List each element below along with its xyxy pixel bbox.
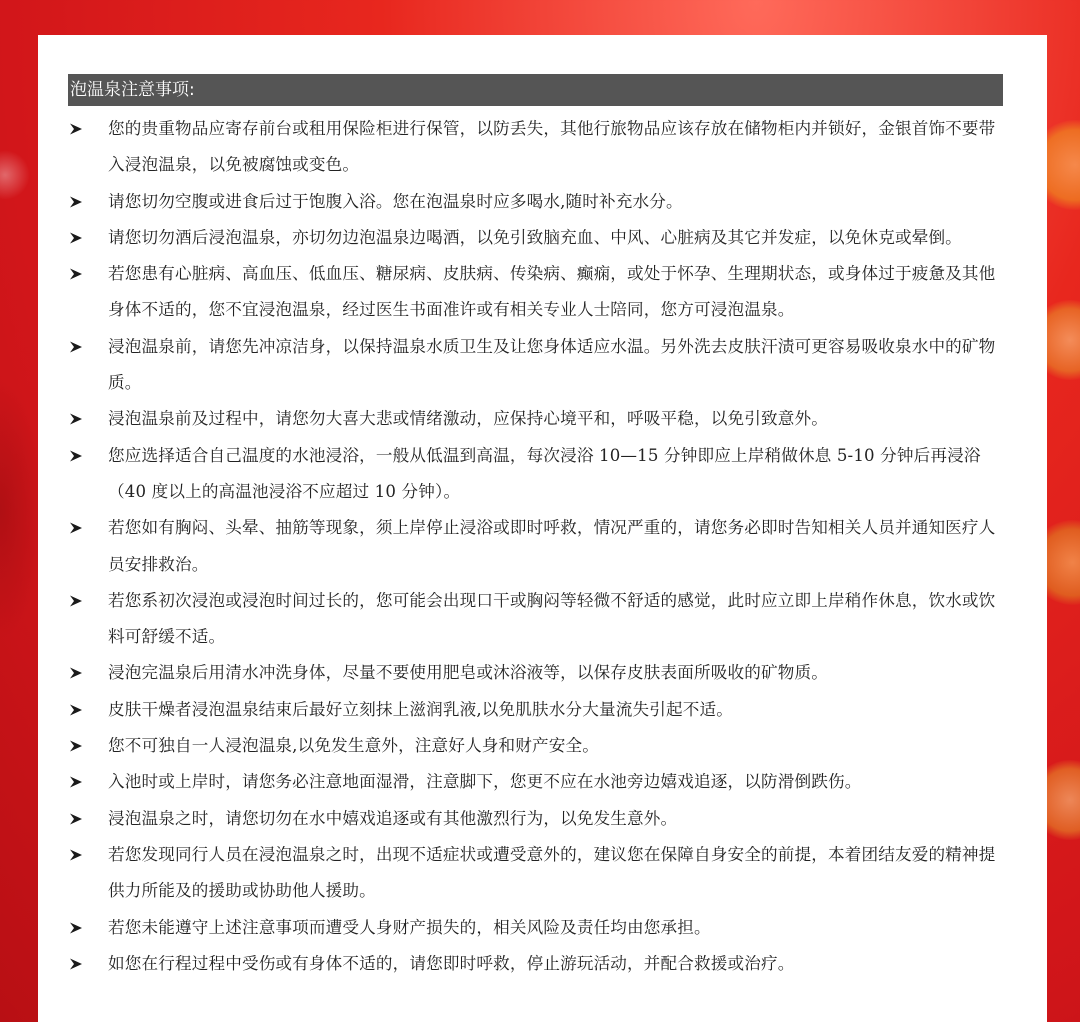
notice-text: 如您在行程过程中受伤或有身体不适的，请您即时呼救，停止游玩活动，并配合救援或治疗。	[108, 953, 795, 973]
notice-text: 请您切勿酒后浸泡温泉，亦切勿边泡温泉边喝酒，以免引致脑充血、中风、心脏病及其它并发症，以免休克或晕倒。	[108, 227, 962, 247]
notice-text: 若您未能遵守上述注意事项而遭受人身财产损失的，相关风险及责任均由您承担。	[108, 917, 711, 937]
notice-text: 浸泡温泉前，请您先冲凉洁身，以保持温泉水质卫生及让您身体适应水温。另外洗去皮肤汗渍可更容易吸收泉水中的矿物质。	[108, 336, 996, 393]
arrowhead-bullet-icon	[68, 764, 84, 800]
list-item	[68, 329, 1003, 402]
notice-text: 请您切勿空腹或进食后过于饱腹入浴。您在泡温泉时应多喝水,随时补充水分。	[108, 191, 683, 211]
arrowhead-bullet-icon	[68, 655, 84, 691]
arrowhead-bullet-icon	[68, 910, 84, 946]
arrowhead-bullet-icon	[68, 329, 84, 365]
notice-text: 皮肤干燥者浸泡温泉结束后最好立刻抹上滋润乳液,以免肌肤水分大量流失引起不适。	[108, 699, 733, 719]
arrowhead-bullet-icon	[68, 111, 84, 147]
arrowhead-bullet-icon	[68, 583, 84, 619]
list-item	[68, 438, 1003, 511]
list-item	[68, 801, 1003, 837]
arrowhead-bullet-icon	[68, 438, 84, 474]
arrowhead-bullet-icon	[68, 220, 84, 256]
arrowhead-bullet-icon	[68, 510, 84, 546]
notice-text: 浸泡温泉前及过程中，请您勿大喜大悲或情绪激动，应保持心境平和，呼吸平稳，以免引致意外。	[108, 409, 828, 429]
notice-text: 您不可独自一人浸泡温泉,以免发生意外，注意好人身和财产安全。	[108, 736, 599, 756]
notice-text: 浸泡完温泉后用清水冲洗身体，尽量不要使用肥皂或沐浴液等，以保存皮肤表面所吸收的矿物质。	[108, 663, 828, 683]
list-item	[68, 837, 1003, 910]
notice-text: 入池时或上岸时，请您务必注意地面湿滑，注意脚下，您更不应在水池旁边嬉戏追逐，以防滑倒跌伤。	[108, 772, 862, 792]
arrowhead-bullet-icon	[68, 256, 84, 292]
notice-text: 您应选择适合自己温度的水池浸浴，一般从低温到高温，每次浸浴 10—15 分钟即应上岸稍做休息 5-10 分钟后再浸浴（40 度以上的高温池浸浴不应超过 10 分钟）。	[108, 445, 981, 501]
notice-text: 若您系初次浸泡或浸泡时间过长的，您可能会出现口干或胸闷等轻微不舒适的感觉，此时应立即上岸稍作休息，饮水或饮料可舒缓不适。	[108, 590, 996, 647]
list-item	[68, 946, 1003, 982]
list-item	[68, 256, 1003, 329]
list-item	[68, 728, 1003, 764]
list-item	[68, 583, 1003, 656]
list-item	[68, 655, 1003, 691]
arrowhead-bullet-icon	[68, 801, 84, 837]
list-item	[68, 111, 1003, 184]
arrowhead-bullet-icon	[68, 401, 84, 437]
list-item	[68, 401, 1003, 437]
notice-text: 您的贵重物品应寄存前台或租用保险柜进行保管，以防丢失，其他行旅物品应该存放在储物柜内并锁好，金银首饰不要带入浸泡温泉，以免被腐蚀或变色。	[108, 119, 996, 175]
notice-text: 若您发现同行人员在浸泡温泉之时，出现不适症状或遭受意外的，建议您在保障自身安全的前提，本着团结友爱的精神提供力所能及的援助或协助他人援助。	[108, 844, 996, 901]
list-item	[68, 220, 1003, 256]
list-item	[68, 692, 1003, 728]
arrowhead-bullet-icon	[68, 692, 84, 728]
notice-list	[68, 111, 1003, 982]
arrowhead-bullet-icon	[68, 728, 84, 764]
section-heading: 泡温泉注意事项:	[68, 74, 1003, 106]
notice-text: 若您如有胸闷、头晕、抽筋等现象，须上岸停止浸浴或即时呼救，情况严重的，请您务必即时告知相关人员并通知医疗人员安排救治。	[108, 518, 996, 574]
list-item	[68, 764, 1003, 800]
arrowhead-bullet-icon	[68, 946, 84, 982]
list-item	[68, 184, 1003, 220]
notice-text: 若您患有心脏病、高血压、低血压、糖尿病、皮肤病、传染病、癫痫，或处于怀孕、生理期状态，或身体过于疲惫及其他身体不适的，您不宜浸泡温泉，经过医生书面准许或有相关专业人士陪同，您方可浸泡温泉。	[108, 264, 996, 320]
list-item	[68, 510, 1003, 583]
notice-text: 浸泡温泉之时，请您切勿在水中嬉戏追逐或有其他激烈行为，以免发生意外。	[108, 808, 678, 828]
arrowhead-bullet-icon	[68, 837, 84, 873]
light-glow-decoration	[0, 150, 30, 200]
list-item	[68, 910, 1003, 946]
arrowhead-bullet-icon	[68, 184, 84, 220]
document-page	[38, 35, 1047, 1022]
